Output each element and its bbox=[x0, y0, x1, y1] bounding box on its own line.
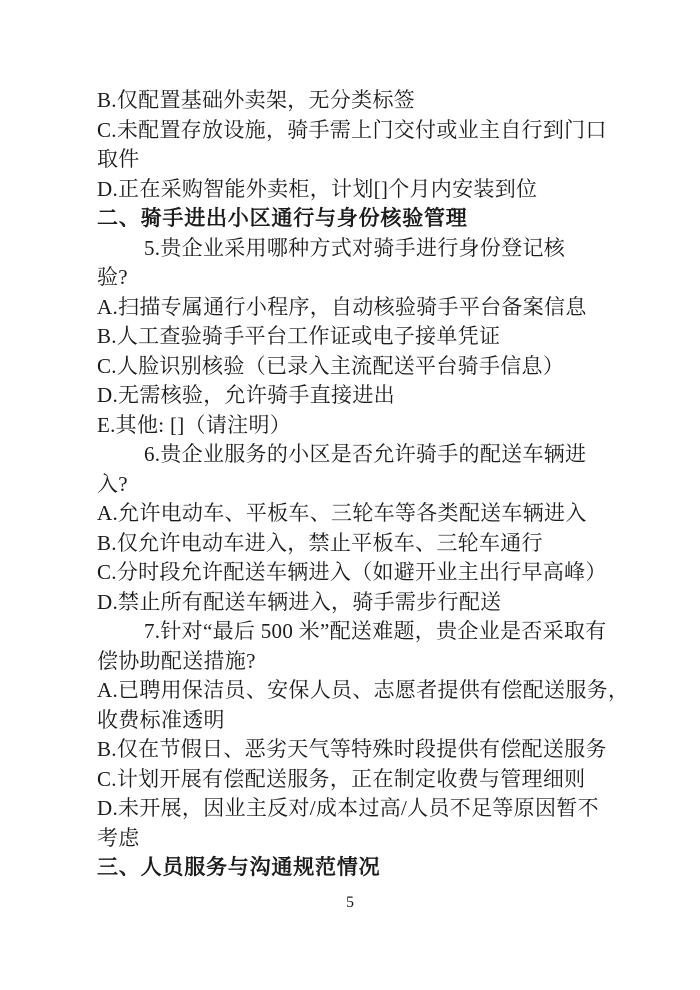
text-line: D.正在采购智能外卖柜，计划[]个月内安装到位 bbox=[97, 176, 538, 201]
text-line: B.仅配置基础外卖架，无分类标签 bbox=[97, 88, 416, 112]
text-line: 5.贵企业采用哪种方式对骑手进行身份登记核 bbox=[144, 235, 566, 260]
text-line: C.计划开展有偿配送服务，正在制定收费与管理细则 bbox=[97, 766, 586, 791]
text-line: 收费标准透明 bbox=[97, 707, 225, 732]
text-line: 验? bbox=[97, 265, 128, 289]
text-line: C.分时段允许配送车辆进入（如避开业主出行早高峰） bbox=[97, 560, 607, 584]
text-line: 考虑 bbox=[97, 825, 140, 850]
text-line: 三、人员服务与沟通规范情况 bbox=[97, 856, 381, 879]
text-line: B.人工查验骑手平台工作证或电子接单凭证 bbox=[97, 324, 501, 348]
text-line: B.仅允许电动车进入，禁止平板车、三轮车通行 bbox=[97, 530, 543, 555]
text-line: D.无需核验，允许骑手直接进出 bbox=[97, 383, 395, 407]
text-line: D.禁止所有配送车辆进入，骑手需步行配送 bbox=[97, 589, 502, 614]
text-line: 二、骑手进出小区通行与身份核验管理 bbox=[97, 207, 468, 230]
text-line: 6.贵企业服务的小区是否允许骑手的配送车辆进 bbox=[144, 442, 587, 466]
text-line: E.其他: []（请注明） bbox=[97, 412, 292, 437]
text-line: 7.针对“最后 500 米”配送难题，贵企业是否采取有 bbox=[144, 619, 607, 643]
text-line: 偿协助配送措施? bbox=[97, 648, 256, 673]
text-line: 入? bbox=[97, 471, 128, 496]
text-line: 取件 bbox=[97, 147, 140, 171]
text-line: D.未开展，因业主反对/成本过高/人员不足等原因暂不 bbox=[97, 796, 599, 820]
text-line: A.允许电动车、平板车、三轮车等各类配送车辆进入 bbox=[97, 501, 587, 525]
text-line: A.扫描专属通行小程序，自动核验骑手平台备案信息 bbox=[97, 294, 587, 319]
page-number: 5 bbox=[346, 894, 354, 911]
questionnaire-body bbox=[97, 86, 663, 883]
text-line: B.仅在节假日、恶劣天气等特殊时段提供有偿配送服务 bbox=[97, 737, 607, 761]
text-line: C.人脸识别核验（已录入主流配送平台骑手信息） bbox=[97, 353, 565, 378]
text-line: C.未配置存放设施，骑手需上门交付或业主自行到门口 bbox=[97, 117, 607, 142]
text-line: A.已聘用保洁员、安保人员、志愿者提供有偿配送服务， bbox=[97, 678, 630, 702]
